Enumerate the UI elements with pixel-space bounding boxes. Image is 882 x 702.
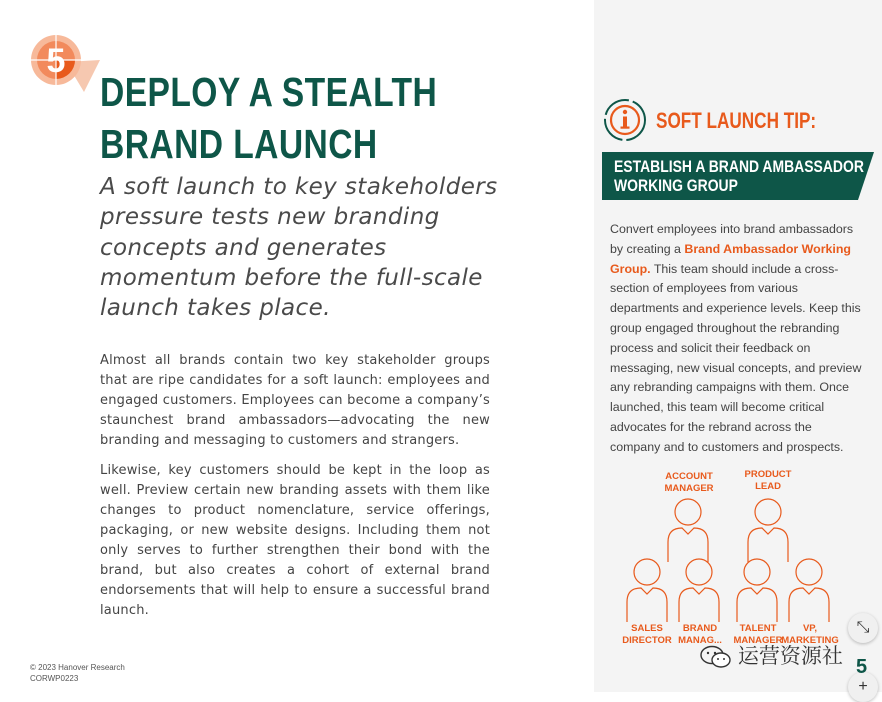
role-sales-director: SALES DIRECTOR — [622, 623, 672, 646]
body-paragraph-2: Likewise, key customers should be kept in the loop as well. Preview certain new branding assets with them like changes to product nomenclature, service offerings, packaging, or new website designs. Including them not only serves to further strengthen their bond with the brand, but also creates a cohort of external brand endorsements that will help to ensure a successful brand launch. — [100, 463, 490, 618]
collapse-button[interactable] — [848, 613, 878, 643]
title-line-2: BRAND LAUNCH — [100, 121, 378, 167]
footer-copyright: © 2023 Hanover Research — [30, 663, 125, 672]
role-product-lead: PRODUCT LEAD — [744, 469, 792, 492]
title-line-1: DEPLOY A STEALTH — [100, 69, 438, 115]
wechat-icon — [700, 645, 732, 669]
body-paragraph-1: Almost all brands contain two key stakeholder groups that are ripe candidates for a soft launch: employees and engaged customers. Employees can become a company’s staunchest brand ambassadors—advocating the new branding and messaging to customers and strangers. — [100, 353, 490, 448]
step-number: 5 — [46, 42, 66, 80]
plus-icon: + — [858, 678, 868, 695]
page-number: 5 — [856, 656, 868, 678]
tip-title: SOFT LAUNCH TIP: — [656, 108, 817, 133]
tip-text-before: Convert employees into brand ambassadors by creating a — [610, 222, 854, 256]
step-number-badge — [28, 32, 100, 92]
person-icon — [627, 559, 667, 622]
page-title — [100, 66, 437, 170]
tip-highlight-link: Brand Ambassador Working Group. — [610, 241, 852, 276]
role-account-manager: ACCOUNT MANAGER — [664, 471, 714, 494]
person-icon — [789, 559, 829, 622]
person-icon — [748, 499, 788, 562]
tip-text-after: This team should include a cross-section of employees from various departments and experience levels. Keep this group engaged throughout the rebranding process and solicit their feedback on messaging, new visual concepts, and preview any rebranding campaigns with them. Once launched, this team will become critical advocates for the rebrand across the company and to customers and prospects. — [610, 261, 862, 454]
info-icon — [603, 98, 647, 142]
role-talent-manager: TALENT MANAGER — [733, 623, 783, 646]
subheading: A soft launch to key stakeholders pressure tests new branding concepts and generates momentum before the full-scale launch takes place. — [100, 174, 498, 322]
role-brand-manager: BRAND MANAG... — [678, 623, 722, 646]
banner-line-1: ESTABLISH A BRAND AMBASSADOR — [614, 157, 864, 176]
tip-banner-text — [614, 157, 864, 195]
banner-line-2: WORKING GROUP — [614, 176, 738, 195]
person-icon — [737, 559, 777, 622]
collapse-icon: ⤡ — [856, 619, 870, 636]
footer-doc-code: CORWP0223 — [30, 674, 79, 683]
person-icon — [679, 559, 719, 622]
person-icon — [668, 499, 708, 562]
org-chart-people — [600, 490, 882, 640]
watermark — [700, 640, 843, 670]
role-vp-marketing: VP, MARKETING — [781, 623, 839, 646]
watermark-text: 运营资源社 — [737, 645, 843, 668]
tip-body — [610, 220, 862, 458]
